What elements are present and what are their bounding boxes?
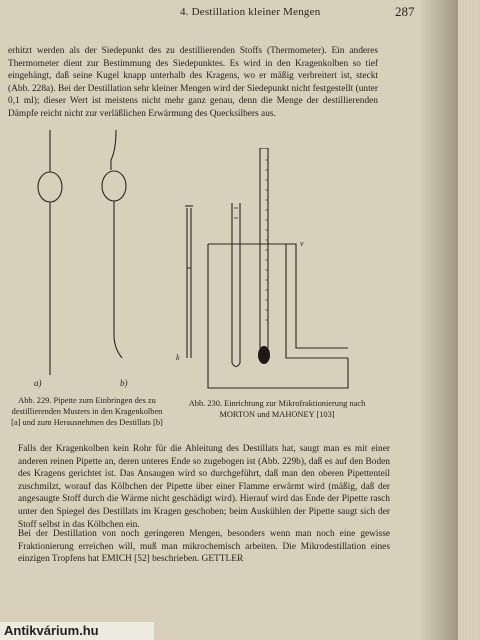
- label-a: a): [34, 378, 42, 388]
- book-page-edges: [458, 0, 480, 640]
- paragraph-1: erhitzt werden als der Siedepunkt des zu destillierenden Stoffs (Thermometer). Ein anderes Thermometer dient zur Bestimmung des Siedepunktes. Es wird in den Kragenkolben so tief eingehängt, daß seine Kugel knapp unterhalb des Kragens, wo er mäßig verbreitert ist, steckt (Abb. 228a). Bei der Destillation sehr kleiner Mengen wird der Siedepunkt nicht festgestellt (unter 0,1 ml); dieser Wert ist meistens nicht mehr ganz genau, denn die Menge der destillierenden Dämpfe reicht nicht zur verläßlichen Erwärmung des Quecksilbers aus.: [8, 46, 378, 119]
- pipette-b-lower-stem: [114, 201, 122, 358]
- figure-229-pipettes: [10, 130, 170, 390]
- capillary-k: [187, 208, 191, 358]
- page-shadow: [418, 0, 458, 640]
- watermark: Antikvárium.hu: [0, 622, 154, 640]
- vessel-inner-wall: [286, 244, 348, 348]
- label-b: b): [120, 378, 128, 388]
- chapter-title: 4. Destillation kleiner Mengen: [180, 6, 321, 18]
- pipette-b-upper-stem: [111, 130, 116, 170]
- page-number: 287: [395, 4, 415, 19]
- middle-tube: [232, 203, 240, 363]
- pipette-b-bulb: [102, 171, 126, 201]
- figure-229-caption: Abb. 229. Pipette zum Einbringen des zu destillierenden Musters in den Kragenkolben [a] und zum Herausnehmen des Destillats [b]: [11, 396, 163, 427]
- thermometer-bulb: [258, 346, 270, 364]
- outer-vessel: [208, 244, 348, 388]
- paragraph-3: Bei der Destillation von noch geringeren Mengen, besonders wenn man noch eine gewisse Fraktionierung erreichen will, muß man mikrochemisch arbeiten. Die Mikrodestillation eines einzigen Tropfens hat EMICH [52] beschrieben. GETTLER: [18, 529, 390, 565]
- thermometer-tube: [260, 148, 268, 348]
- label-v: v: [300, 239, 304, 248]
- label-k: k: [176, 353, 180, 362]
- figure-230-apparatus: [168, 148, 368, 393]
- pipette-a-bulb: [38, 172, 62, 202]
- paragraph-2: Falls der Kragenkolben kein Rohr für die Ableitung des Destillats hat, saugt man es mit einer anderen reinen Pipette an, deren unteres Ende so zugebogen ist (Abb. 229b), daß es auf den Boden des Kragens gerichtet ist. Das Ansaugen wird so durchgeführt, daß man den oberen Pipettenteil zuschmilzt, worauf das Kölbchen der Pipette über einer Flamme erwärmt wird (mäßig, daß der angesaugte Stoff durch die Wärme nicht geschädigt wird). Hierauf wird das Ende der Pipette rasch unter den Spiegel des Destillats im Kragen geschoben; beim Auskühlen der Pipette saugt sich der Stoff selbst in das Kölbchen ein.: [18, 444, 390, 530]
- figure-230-caption: Abb. 230. Einrichtung zur Mikrofraktionierung nach MORTON und MAHONEY [103]: [188, 399, 366, 419]
